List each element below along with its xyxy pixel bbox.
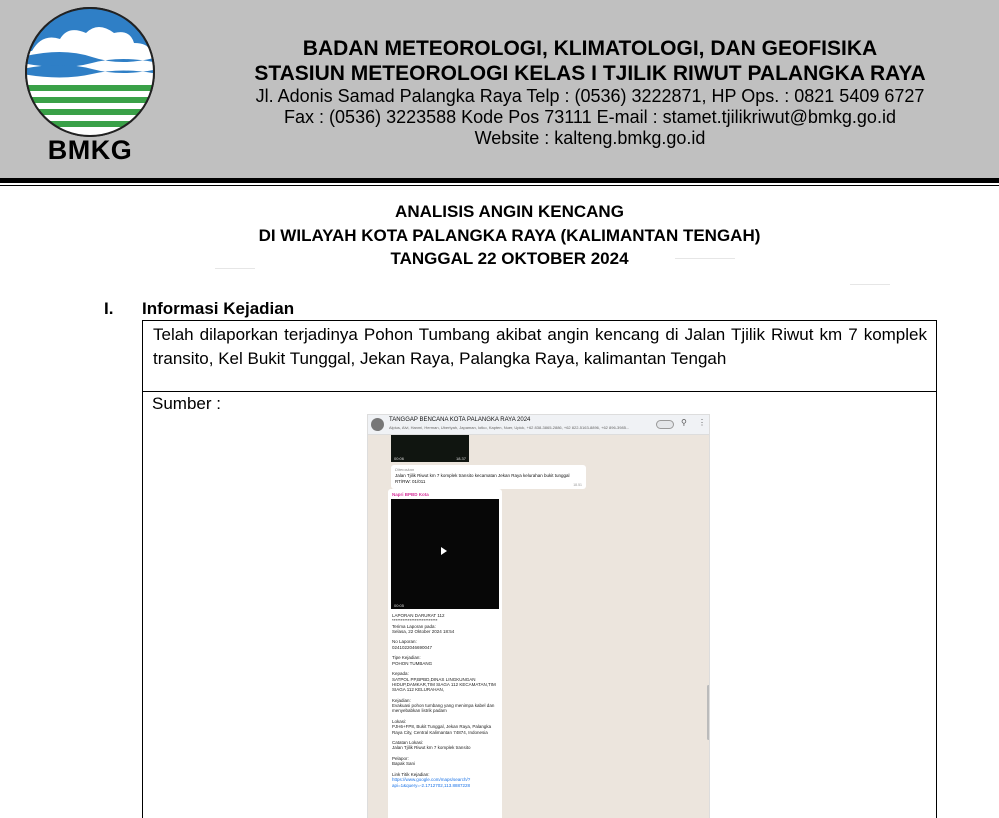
address-phone: Jl. Adonis Samad Palangka Raya Telp : (0536) 3222871, HP Ops. : 0821 5409 6727: [255, 86, 925, 106]
source-label: Sumber :: [152, 394, 221, 413]
report-region: DI WILAYAH KOTA PALANGKA RAYA (KALIMANTAN TENGAH): [258, 226, 761, 245]
scan-artifact: [850, 284, 890, 285]
report-date: TANGGAL 22 OKTOBER 2024: [390, 249, 629, 268]
video-duration: 00:05: [394, 603, 405, 608]
video-duration: 00:06: [394, 456, 405, 461]
more-options-icon: ⋮: [698, 418, 706, 427]
forwarded-label: Diteruskan: [395, 467, 415, 472]
report-title: ANALISIS ANGIN KENCANG: [395, 202, 624, 221]
section-title: Informasi Kejadian: [142, 299, 295, 318]
message-time: 18.51: [573, 483, 582, 487]
event-description: Telah dilaporkan terjadinya Pohon Tumbang akibat angin kencang di Jalan Tjilik Riwut km 7 komplek transito, Kel Bukit Tunggal, Jekan Raya, Palangka Raya, kalimantan Tengah: [153, 325, 927, 368]
search-icon: ⚲: [681, 418, 687, 427]
fax-email: Fax : (0536) 3223588 Kode Pos 73111 E-mail : stamet.tjilikriwut@bmkg.go.id: [284, 107, 896, 127]
sender-name: Napri BPBD Kota: [392, 492, 429, 497]
scan-artifact: [215, 268, 255, 269]
station-name: STASIUN METEOROLOGI KELAS I TJILIK RIWUT PALANGKA RAYA: [254, 62, 926, 85]
chat-name: TANGGAP BENCANA KOTA PALANGKA RAYA 2024: [389, 417, 531, 423]
chat-members: Alpius, Alvi, Hanmi, Herman, Ubertyah, Japaman, Iotko, Kapten, Nuer, Upick, +62 838-3865-2886, +62 822-5163-8896, +62 896-3985...: [389, 425, 630, 430]
forwarded-text: Jalan Tjilik Riwut km 7 komplek transito kecamatan Jekan Raya kelurahan bukit tunggal RT/RW: 01/011: [395, 473, 570, 484]
header-divider-thick: [0, 178, 999, 183]
header-divider-thin: [0, 185, 999, 186]
website: Website : kalteng.bmkg.go.id: [474, 128, 706, 148]
video-call-icon: [656, 420, 674, 429]
bmkg-logo-text: BMKG: [47, 135, 133, 165]
agency-name: BADAN METEOROLOGI, KLIMATOLOGI, DAN GEOFISIKA: [302, 37, 878, 60]
event-description-cell: [142, 320, 937, 392]
play-icon: [441, 547, 447, 555]
video-message-large: [391, 499, 499, 609]
group-avatar: [371, 418, 384, 431]
source-screenshot: [367, 414, 710, 818]
report-message: [388, 489, 502, 818]
letterhead: [0, 0, 999, 178]
chat-header: [368, 415, 710, 435]
scrollbar: [707, 685, 710, 740]
bmkg-logo-emblem-icon: [22, 7, 158, 139]
section-number: I.: [104, 299, 114, 318]
emergency-report-text: [392, 613, 498, 788]
report-body: LAPORAN DARURAT 112 ************************** Terima Laporan pada: Selasa, 22 Oktober 2024 18:54 No Laporan: 0241022046690047 Tipe Kejadian: POHON TUMBANG Kepada: SATPOL PP,BPBD,DINAS LINGKUNGAN HIDUP,DAMKAR,TIM SIAGA 112 KECAMATAN,TIM SIAGA 112 KELURAHAN, Kejadian: Evakuasi pohon tumbang yang menimpa kabel dan menyebabkan listrik padam Lokasi: PJH6+FP8, Bukit Tunggal, Jekan Raya, Palangka Raya City, Central Kalimantan 74874, Indonesia Catatan Lokasi: Jalan Tjilik Riwut km 7 komplek transito Pelapor: Bapak Sani Link Titik Kejadian:: [392, 613, 496, 777]
forwarded-message: [391, 465, 586, 489]
bmkg-logo: [22, 7, 158, 173]
video-timestamp: 18.37: [455, 456, 466, 461]
report-map-link: https://www.google.com/maps/search/?api=1&query=-2.1712702,113.8887228: [392, 777, 471, 788]
video-message-small: [391, 435, 469, 462]
